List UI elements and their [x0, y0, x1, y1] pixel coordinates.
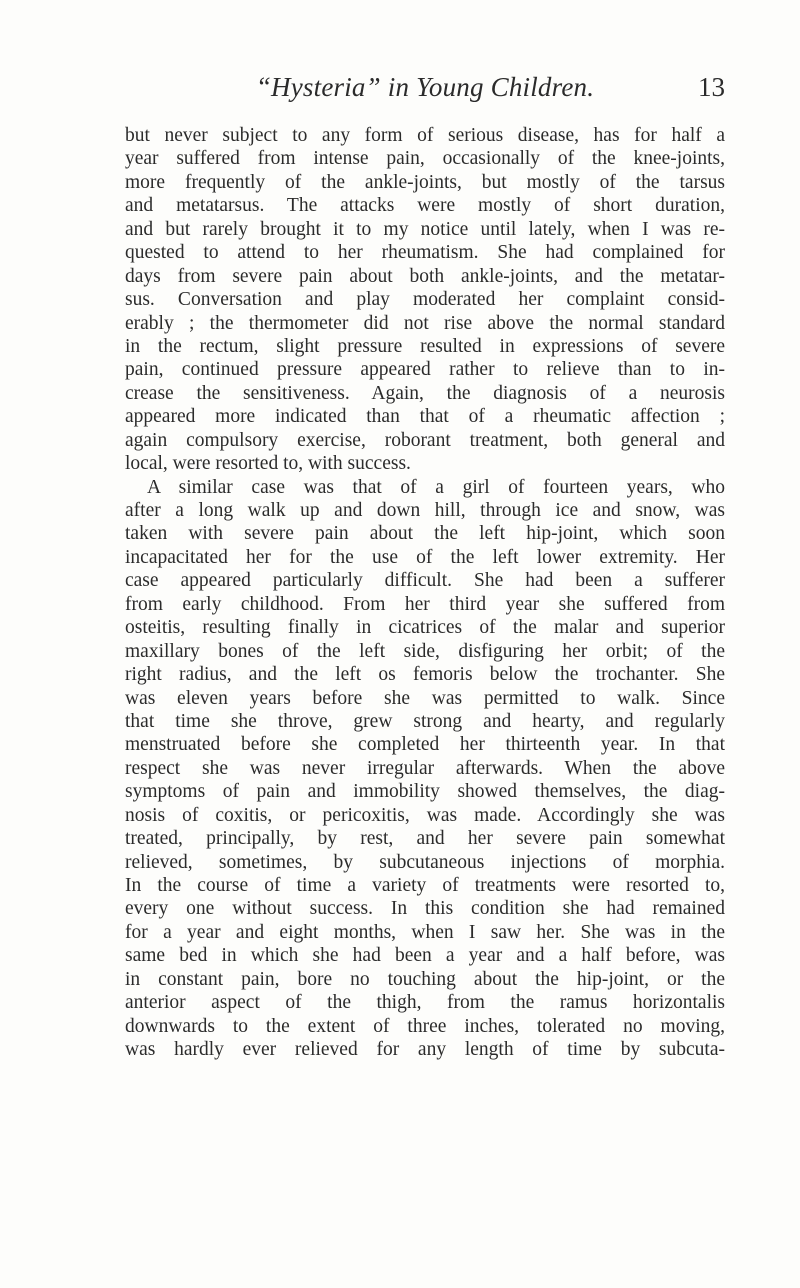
text-line: every one without success. In this condition she had remained [125, 898, 725, 920]
text-line: appeared more indicated than that of a rheumatic affection ; [125, 406, 725, 428]
text-line: right radius, and the left os femoris below the trochanter. She [125, 664, 725, 686]
text-line: but never subject to any form of serious disease, has for half a [125, 125, 725, 146]
text-line: crease the sensitiveness. Again, the diagnosis of a neurosis [125, 382, 725, 404]
text-line: year suffered from intense pain, occasionally of the knee-joints, [125, 148, 725, 170]
text-line: nosis of coxitis, or pericoxitis, was made. Accordingly she was [125, 804, 725, 826]
text-line: osteitis, resulting finally in cicatrices of the malar and superior [125, 617, 725, 639]
text-line: after a long walk up and down hill, through ice and snow, was [125, 500, 725, 521]
text-line: in the rectum, slight pressure resulted in expressions of severe [125, 335, 725, 357]
text-line: was eleven years before she was permitted to walk. Since [125, 687, 725, 709]
text-line: anterior aspect of the thigh, from the ramus horizontalis [125, 992, 725, 1014]
body-text [125, 124, 725, 1062]
text-line: In the course of time a variety of treatments were resorted to, [125, 875, 725, 896]
running-head [125, 72, 725, 112]
text-line: days from severe pain about both ankle-joints, and the metatar- [125, 265, 725, 287]
page-number: 13 [698, 72, 725, 102]
text-line: menstruated before she completed her thirteenth year. In that [125, 734, 725, 756]
running-title: “Hysteria” in Young Children. [255, 72, 595, 102]
text-line: symptoms of pain and immobility showed themselves, the diag- [125, 781, 725, 803]
text-line: downwards to the extent of three inches, tolerated no moving, [125, 1015, 725, 1037]
text-line: quested to attend to her rheumatism. She had complained for [125, 242, 725, 264]
text-line: again compulsory exercise, roborant treatment, both general and [125, 429, 725, 451]
text-line: incapacitated her for the use of the left lower extremity. Her [125, 546, 725, 568]
text-line: maxillary bones of the left side, disfiguring her orbit; of the [125, 640, 725, 662]
text-line: that time she throve, grew strong and hearty, and regularly [125, 710, 725, 732]
text-line: sus. Conversation and play moderated her complaint consid- [125, 289, 725, 311]
text-line: in constant pain, bore no touching about the hip-joint, or the [125, 968, 725, 990]
paragraph-first-line: A similar case was that of a girl of fourteen years, who [147, 476, 725, 498]
text-line: treated, principally, by rest, and her severe pain somewhat [125, 828, 725, 850]
text-line: more frequently of the ankle-joints, but mostly of the tarsus [125, 171, 725, 193]
text-line: and metatarsus. The attacks were mostly of short duration, [125, 195, 725, 217]
text-line: relieved, sometimes, by subcutaneous injections of morphia. [125, 851, 725, 873]
text-line: from early childhood. From her third year she suffered from [125, 593, 725, 615]
text-line: for a year and eight months, when I saw her. She was in the [125, 921, 725, 943]
text-line: and but rarely brought it to my notice until lately, when I was re- [125, 218, 725, 240]
text-line: erably ; the thermometer did not rise above the normal standard [125, 312, 725, 334]
text-line: taken with severe pain about the left hip-joint, which soon [125, 523, 725, 545]
text-line: case appeared particularly difficult. She had been a sufferer [125, 570, 725, 592]
text-line: pain, continued pressure appeared rather to relieve than to in- [125, 359, 725, 381]
paragraph-last-line: local, were resorted to, with success. [125, 453, 411, 475]
text-line: was hardly ever relieved for any length of time by subcuta- [125, 1039, 725, 1061]
text-line: respect she was never irregular afterwards. When the above [125, 757, 725, 779]
text-line: same bed in which she had been a year and a half before, was [125, 945, 725, 967]
